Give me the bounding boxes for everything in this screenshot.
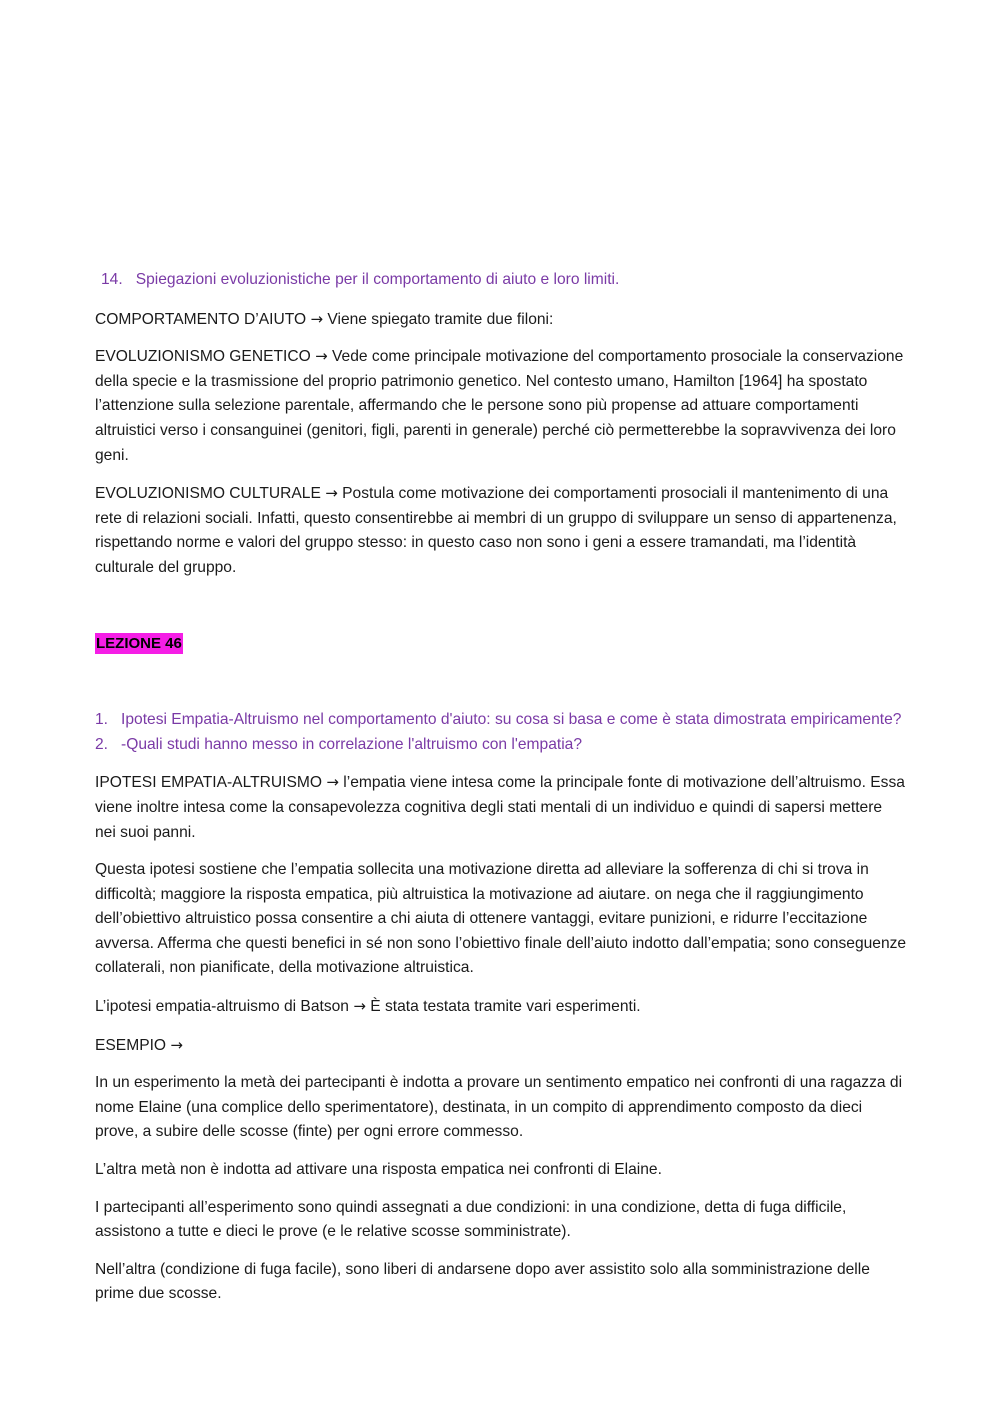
paragraph-altra-meta: L’altra metà non è indotta ad attivare una risposta empatica nei confronti di Elaine. xyxy=(95,1161,662,1179)
paragraph-text: Vede come principale motivazione del comportamento prosociale la conservazione della specie e la trasmissione del proprio patrimonio genetico. Nel contesto umano, Hamilton [1964] ha spostato l’attenzione sulla selezione parentale, affermando che le persone sono più propense ad attuare comportamenti altruistici verso i consanguinei (genitori, figli, parenti in generale) perché ciò permetterebbe la sopravvivenza dei loro geni. xyxy=(95,348,904,464)
term-label: IPOTESI EMPATIA-ALTRUISMO xyxy=(95,774,322,792)
question-title: Spiegazioni evoluzionistiche per il comportamento di aiuto e loro limiti. xyxy=(135,271,620,288)
lesson-badge: LEZIONE 46 xyxy=(96,634,182,652)
question-number: 2. xyxy=(95,735,109,753)
term-label: EVOLUZIONISMO CULTURALE xyxy=(95,485,321,503)
right-arrow-icon: → xyxy=(310,309,324,328)
right-arrow-icon: → xyxy=(353,997,366,1016)
term-label: ESEMPIO xyxy=(95,1036,167,1054)
term-label: EVOLUZIONISMO GENETICO xyxy=(95,348,311,366)
question-heading-1-2 xyxy=(95,708,907,757)
paragraph-evoluzionismo-culturale xyxy=(95,481,907,580)
question-heading-14 xyxy=(95,268,907,293)
right-arrow-icon: → xyxy=(170,1035,183,1054)
right-arrow-icon: → xyxy=(326,773,339,792)
paragraph-partecipanti: I partecipanti all’esperimento sono quindi assegnati a due condizioni: in una condizione, detta di fuga difficile, assistono a tutte e dieci le prove (e le relative scosse somministrate). xyxy=(95,1198,847,1241)
right-arrow-icon: → xyxy=(325,484,338,503)
paragraph-questa-ipotesi: Questa ipotesi sostiene che l’empatia sollecita una motivazione diretta ad alleviare la sofferenza di chi si trova in difficoltà; maggiore la risposta empatica, più altruistica la motivazione ad aiutare. on nega che il raggiungimento dell’obiettivo altruistico possa consentire a chi aiuta di ottenere vantaggi, evitare punizioni, e ridurre l’eccitazione avversa. Afferma che questi benefici in sé non sono l’obiettivo finale dell’aiuto indotto dall’empatia; sono conseguenze collaterali, non pianificate, della motivazione altruistica. xyxy=(95,861,907,977)
term-label: COMPORTAMENTO D’AIUTO xyxy=(95,310,307,328)
document-page xyxy=(95,268,907,1307)
paragraph-esempio xyxy=(95,1033,907,1059)
paragraph-ipotesi xyxy=(95,770,907,845)
question-title: -Quali studi hanno messo in correlazione l'altruismo con l'empatia? xyxy=(121,735,583,753)
paragraph-comportamento xyxy=(95,307,907,333)
paragraph-text: l’empatia viene intesa come la principale fonte di motivazione dell’altruismo. Essa viene inoltre intesa come la consapevolezza cognitiva degli stati mentali di un individuo e quindi di sapersi mettere nei suoi panni. xyxy=(95,774,905,841)
paragraph-text: Postula come motivazione dei comportamenti prosociali il mantenimento di una rete di relazioni sociali. Infatti, questo consentirebbe ai membri di un gruppo di sviluppare un senso di appartenenza, rispettando norme e valori del gruppo stesso: in questo caso non sono i geni a essere tramandati, ma l’identità culturale del gruppo. xyxy=(95,485,897,576)
question-number: 14. xyxy=(101,271,123,288)
paragraph-evoluzionismo-genetico xyxy=(95,344,907,468)
paragraph-nellaltra: Nell’altra (condizione di fuga facile), sono liberi di andarsene dopo aver assistito solo alla somministrazione delle prime due scosse. xyxy=(95,1260,870,1303)
term-label: L’ipotesi empatia-altruismo di Batson xyxy=(95,998,349,1016)
paragraph-text: Viene spiegato tramite due filoni: xyxy=(327,310,554,328)
paragraph-text: È stata testata tramite vari esperimenti. xyxy=(370,998,641,1016)
paragraph-batson xyxy=(95,994,907,1020)
lesson-heading xyxy=(95,632,907,657)
paragraph-esperimento: In un esperimento la metà dei partecipanti è indotta a provare un sentimento empatico nei confronti di una ragazza di nome Elaine (una complice dello sperimentatore), destinata, in un compito di apprendimento composto da dieci prove, a subire delle scosse (finte) per ogni errore commesso. xyxy=(95,1074,903,1141)
question-number: 1. xyxy=(95,711,109,729)
question-title: Ipotesi Empatia-Altruismo nel comportamento d'aiuto: su cosa si basa e come è stata dimostrata empiricamente? xyxy=(121,711,902,729)
right-arrow-icon: → xyxy=(315,347,328,366)
